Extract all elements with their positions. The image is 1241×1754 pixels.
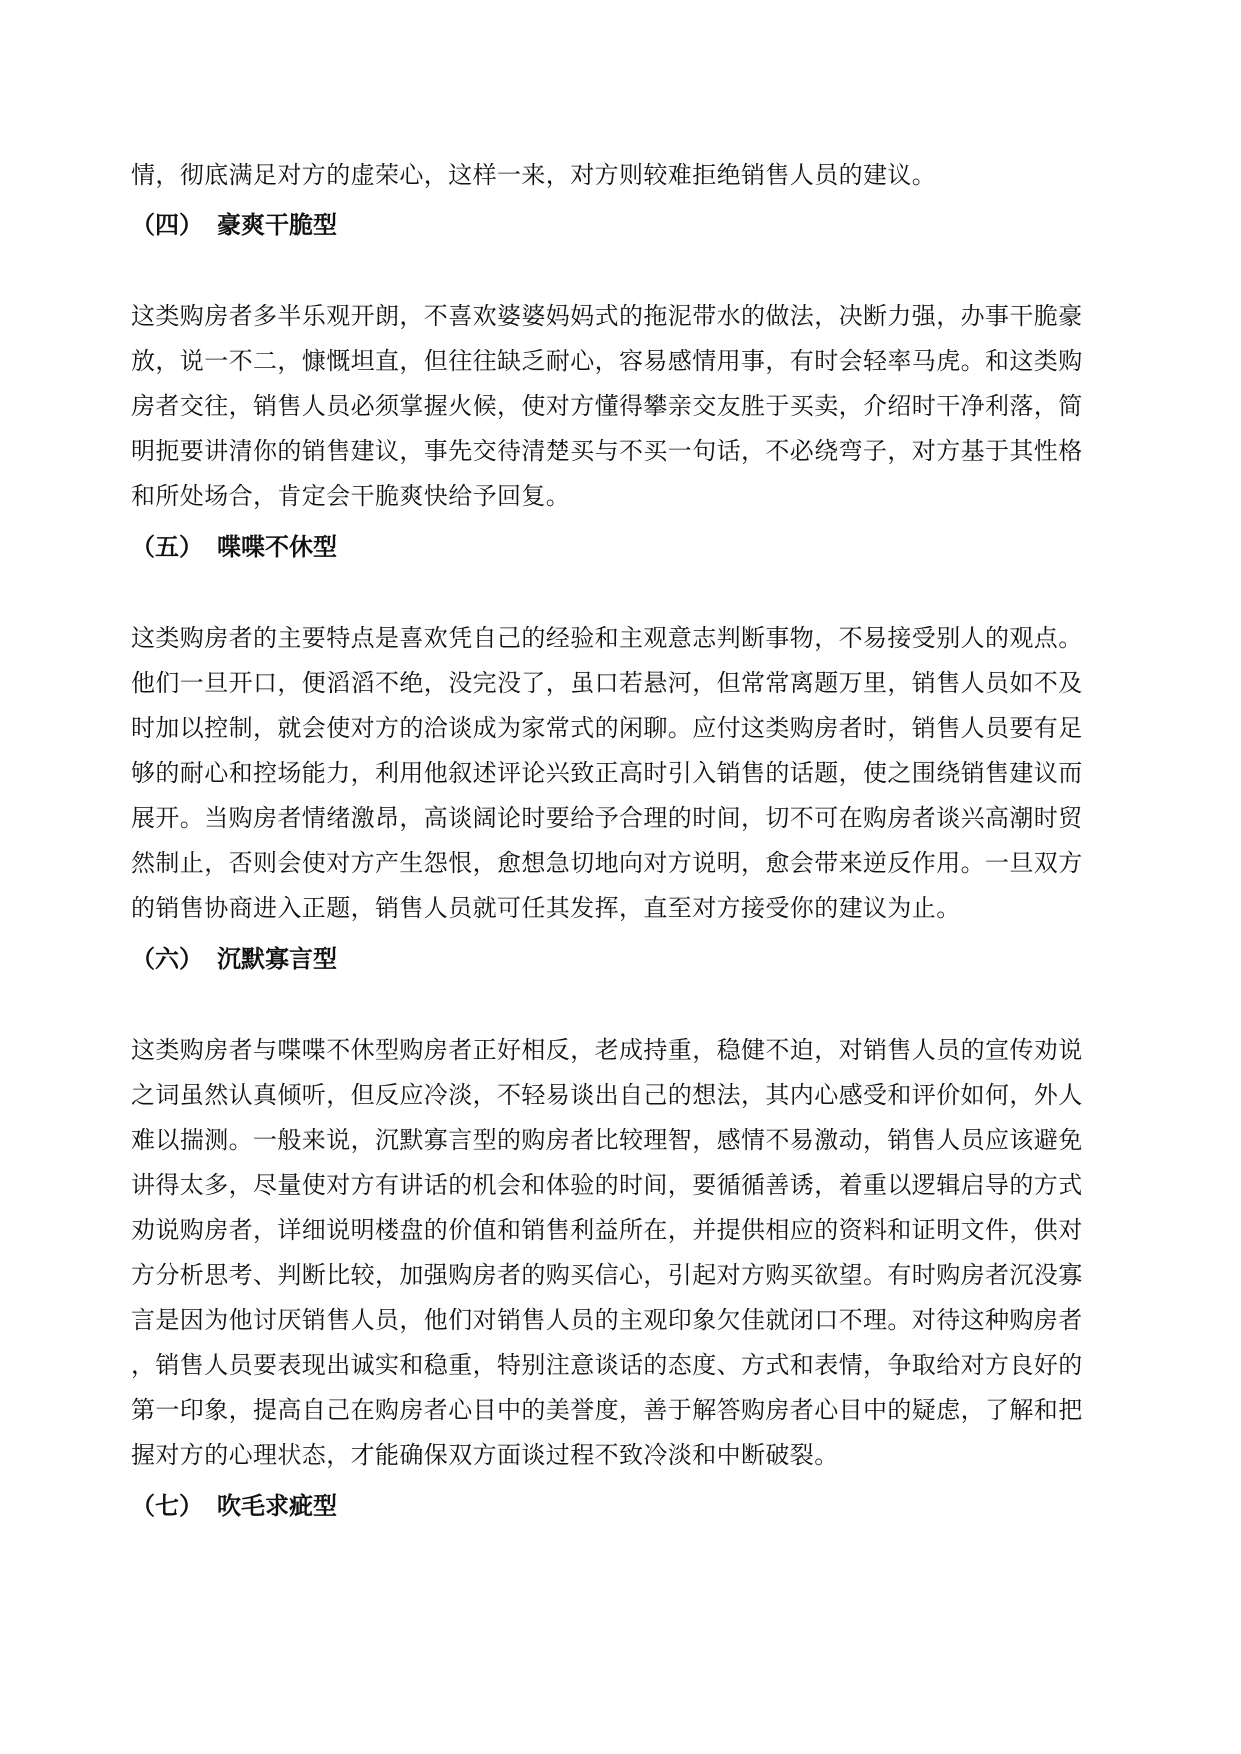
paragraph-line: 握对方的心理状态，才能确保双方面谈过程不致冷淡和中断破裂。 [131,1441,839,1469]
paragraph-line: 这类购房者多半乐观开朗，不喜欢婆婆妈妈式的拖泥带水的做法，决断力强，办事干脆豪 [131,302,1083,330]
paragraph-line: ，销售人员要表现出诚实和稳重，特别注意谈话的态度、方式和表情，争取给对方良好的 [131,1351,1083,1379]
paragraph-line: 讲得太多，尽量使对方有讲话的机会和体验的时间，要循循善诱，着重以逻辑启导的方式 [131,1171,1083,1199]
paragraph-line: 之词虽然认真倾听，但反应冷淡，不轻易谈出自己的想法，其内心感受和评价如何，外人 [131,1081,1083,1109]
paragraph-line: 劝说购房者，详细说明楼盘的价值和销售利益所在，并提供相应的资料和证明文件，供对 [131,1216,1083,1244]
paragraph-line: 然制止，否则会使对方产生怨恨，愈想急切地向对方说明，愈会带来逆反作用。一旦双方 [131,849,1083,877]
section-heading-5 [131,530,337,564]
section-number: （七） [131,1491,203,1520]
paragraph-line: 房者交往，销售人员必须掌握火候，使对方懂得攀亲交友胜于买卖，介绍时干净利落，简 [131,392,1083,420]
paragraph-line: 的销售协商进入正题，销售人员就可任其发挥，直至对方接受你的建议为止。 [131,894,961,922]
section-number: （六） [131,944,203,973]
paragraph-line: 这类购房者与喋喋不休型购房者正好相反，老成持重，稳健不迫，对销售人员的宣传劝说 [131,1036,1083,1064]
section-heading-6 [131,942,337,976]
paragraph-line: 够的耐心和控场能力，利用他叙述评论兴致正高时引入销售的话题，使之围绕销售建议而 [131,759,1083,787]
section-heading-4 [131,208,337,242]
paragraph-line: 和所处场合，肯定会干脆爽快给予回复。 [131,482,571,510]
section-title: 喋喋不休型 [217,532,337,561]
paragraph-line: 难以揣测。一般来说，沉默寡言型的购房者比较理智，感情不易激动，销售人员应该避免 [131,1126,1083,1154]
paragraph-line: 时加以控制，就会使对方的洽谈成为家常式的闲聊。应付这类购房者时，销售人员要有足 [131,714,1083,742]
section-title: 吹毛求疵型 [217,1491,337,1520]
intro-line: 情，彻底满足对方的虚荣心，这样一来，对方则较难拒绝销售人员的建议。 [131,161,937,189]
paragraph-line: 展开。当购房者情绪激昂，高谈阔论时要给予合理的时间，切不可在购房者谈兴高潮时贸 [131,804,1083,832]
section-number: （五） [131,532,203,561]
paragraph-line: 第一印象，提高自己在购房者心目中的美誉度，善于解答购房者心目中的疑虑，了解和把 [131,1396,1083,1424]
paragraph-line: 放，说一不二，慷慨坦直，但往往缺乏耐心，容易感情用事，有时会轻率马虎。和这类购 [131,347,1083,375]
paragraph-line: 这类购房者的主要特点是喜欢凭自己的经验和主观意志判断事物，不易接受别人的观点。 [131,624,1083,652]
paragraph-line: 方分析思考、判断比较，加强购房者的购买信心，引起对方购买欲望。有时购房者沉没寡 [131,1261,1083,1289]
paragraph-line: 他们一旦开口，便滔滔不绝，没完没了，虽口若悬河，但常常离题万里，销售人员如不及 [131,669,1083,697]
section-number: （四） [131,210,203,239]
paragraph-line: 明扼要讲清你的销售建议，事先交待清楚买与不买一句话，不必绕弯子，对方基于其性格 [131,437,1083,465]
section-title: 沉默寡言型 [217,944,337,973]
paragraph-line: 言是因为他讨厌销售人员，他们对销售人员的主观印象欠佳就闭口不理。对待这种购房者 [131,1306,1083,1334]
section-heading-7 [131,1489,337,1523]
section-title: 豪爽干脆型 [217,210,337,239]
